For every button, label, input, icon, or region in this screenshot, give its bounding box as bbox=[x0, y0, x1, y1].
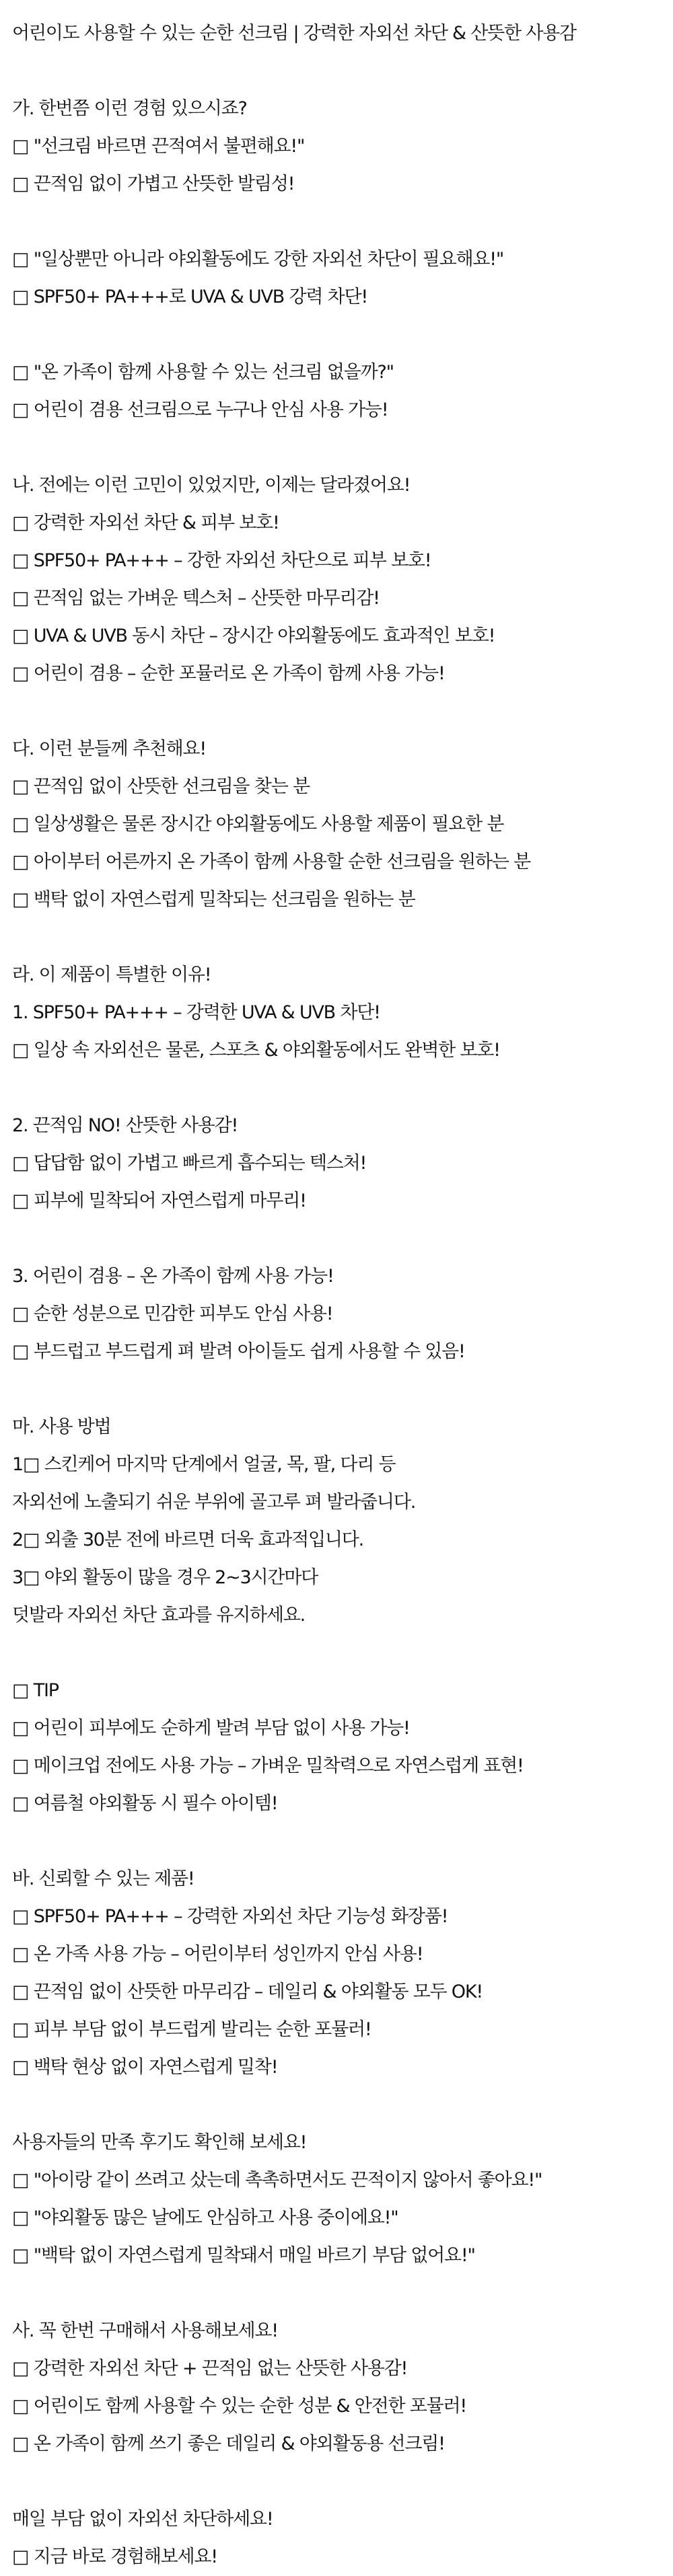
blank-line bbox=[12, 429, 661, 467]
text-line: □ 일상 속 자외선은 물론, 스포츠 & 야외활동에서도 완벽한 보호! bbox=[12, 1040, 500, 1061]
text-line: □ 어린이도 함께 사용할 수 있는 순한 성분 & 안전한 포뮬러! bbox=[12, 2396, 467, 2417]
text-line: □ 순한 성분으로 민감한 피부도 안심 사용! bbox=[12, 1303, 333, 1324]
text-line: □ TIP bbox=[12, 1680, 59, 1701]
content-section bbox=[12, 730, 661, 919]
section-heading: 가. 한번쯤 이런 경험 있으시죠? bbox=[12, 98, 247, 119]
section-heading: 바. 신뢰할 수 있는 제품! bbox=[12, 1868, 194, 1889]
text-line: 3□ 야외 활동이 많을 경우 2~3시간마다 bbox=[12, 1567, 318, 1588]
text-line: □ SPF50+ PA+++ – 강력한 자외선 차단 기능성 화장품! bbox=[12, 1906, 448, 1927]
text-line: 2. 끈적임 NO! 산뜻한 사용감! bbox=[12, 1115, 238, 1136]
document-title: 어린이도 사용할 수 있는 순한 선크림 | 강력한 자외선 차단 & 산뜻한 사용감 bbox=[12, 23, 576, 44]
text-line: □ UVA & UVB 동시 차단 – 장시간 야외활동에도 효과적인 보호! bbox=[12, 626, 495, 646]
blank-line bbox=[12, 52, 661, 90]
content-section bbox=[12, 956, 661, 1371]
content-section bbox=[12, 2124, 661, 2275]
text-line: □ "아이랑 같이 쓰려고 샀는데 촉촉하면서도 끈적이지 않아서 좋아요!" bbox=[12, 2170, 542, 2191]
text-line: □ "선크림 바르면 끈적여서 불편해요!" bbox=[12, 136, 305, 157]
content-section bbox=[12, 467, 661, 693]
content-section bbox=[12, 90, 661, 429]
blank-line bbox=[12, 1069, 661, 1107]
text-line: □ 여름철 야외활동 시 필수 아이템! bbox=[12, 1793, 278, 1814]
text-line: □ 끈적임 없이 가볍고 산뜻한 발림성! bbox=[12, 174, 295, 194]
blank-line bbox=[12, 2463, 661, 2501]
section-heading: 매일 부담 없이 자외선 차단하세요! bbox=[12, 2509, 273, 2530]
text-line: □ 백탁 현상 없이 자연스럽게 밀착! bbox=[12, 2057, 278, 2078]
text-line: □ 어린이 겸용 선크림으로 누구나 안심 사용 가능! bbox=[12, 400, 388, 420]
blank-line bbox=[12, 1371, 661, 1408]
text-line: □ 아이부터 어른까지 온 가족이 함께 사용할 순한 선크림을 원하는 분 bbox=[12, 851, 530, 872]
text-line: □ 강력한 자외선 차단 + 끈적임 없는 산뜻한 사용감! bbox=[12, 2358, 408, 2379]
text-line: □ 어린이 겸용 – 순한 포뮬러로 온 가족이 함께 사용 가능! bbox=[12, 663, 445, 684]
text-line: □ 지금 바로 경험해보세요! bbox=[12, 2546, 217, 2567]
text-line: □ 강력한 자외선 차단 & 피부 보호! bbox=[12, 513, 279, 533]
text-line: □ SPF50+ PA+++로 UVA & UVB 강력 차단! bbox=[12, 287, 368, 307]
section-heading: 다. 이런 분들께 추천해요! bbox=[12, 738, 206, 759]
section-heading: 나. 전에는 이런 고민이 있었지만, 이제는 달라졌어요! bbox=[12, 475, 411, 496]
text-line: □ 일상생활은 물론 장시간 야외활동에도 사용할 제품이 필요한 분 bbox=[12, 814, 504, 835]
content-section bbox=[12, 1860, 661, 2086]
text-line: 자외선에 노출되기 쉬운 부위에 골고루 펴 발라줍니다. bbox=[12, 1492, 416, 1513]
section-heading: 라. 이 제품이 특별한 이유! bbox=[12, 964, 211, 985]
text-line: □ 끈적임 없이 산뜻한 마무리감 – 데일리 & 야외활동 모두 OK! bbox=[12, 1981, 483, 2002]
text-line: 3. 어린이 겸용 – 온 가족이 함께 사용 가능! bbox=[12, 1266, 334, 1287]
section-heading: 마. 사용 방법 bbox=[12, 1416, 111, 1437]
text-line: □ 부드럽고 부드럽게 펴 발려 아이들도 쉽게 사용할 수 있음! bbox=[12, 1341, 465, 1362]
blank-line bbox=[12, 2275, 661, 2312]
text-line: □ 답답함 없이 가볍고 빠르게 흡수되는 텍스처! bbox=[12, 1153, 367, 1174]
text-line: □ "야외활동 많은 날에도 안심하고 사용 중이에요!" bbox=[12, 2207, 398, 2228]
text-line: □ 온 가족 사용 가능 – 어린이부터 성인까지 안심 사용! bbox=[12, 1944, 423, 1965]
text-line: □ 피부에 밀착되어 자연스럽게 마무리! bbox=[12, 1190, 306, 1211]
blank-line bbox=[12, 2086, 661, 2124]
text-line: □ SPF50+ PA+++ – 강한 자외선 차단으로 피부 보호! bbox=[12, 550, 431, 571]
blank-line bbox=[12, 693, 661, 730]
text-line: □ "온 가족이 함께 사용할 수 있는 선크림 없을까?" bbox=[12, 362, 394, 383]
content-section bbox=[12, 2501, 661, 2576]
text-line: □ 메이크업 전에도 사용 가능 – 가벼운 밀착력으로 자연스럽게 표현! bbox=[12, 1755, 524, 1776]
document-body bbox=[12, 90, 661, 2576]
text-line: 1□ 스킨케어 마지막 단계에서 얼굴, 목, 팔, 다리 등 bbox=[12, 1454, 396, 1475]
section-heading: 사용자들의 만족 후기도 확인해 보세요! bbox=[12, 2132, 307, 2153]
text-line: □ 끈적임 없는 가벼운 텍스처 – 산뜻한 마무리감! bbox=[12, 588, 380, 609]
content-section bbox=[12, 2312, 661, 2463]
text-line: □ 어린이 피부에도 순하게 발려 부담 없이 사용 가능! bbox=[12, 1718, 410, 1739]
text-line: 덧발라 자외선 차단 효과를 유지하세요. bbox=[12, 1605, 306, 1626]
text-line: □ 끈적임 없이 산뜻한 선크림을 찾는 분 bbox=[12, 776, 310, 797]
text-line: □ "백탁 없이 자연스럽게 밀착돼서 매일 바르기 부담 없어요!" bbox=[12, 2245, 475, 2266]
text-line: 2□ 외출 30분 전에 바르면 더욱 효과적입니다. bbox=[12, 1529, 364, 1550]
text-line: □ 온 가족이 함께 쓰기 좋은 데일리 & 야외활동용 선크림! bbox=[12, 2433, 445, 2454]
blank-line bbox=[12, 203, 661, 241]
text-line: □ "일상뿐만 아니라 야외활동에도 강한 자외선 차단이 필요해요!" bbox=[12, 249, 504, 270]
content-section bbox=[12, 1408, 661, 1823]
blank-line bbox=[12, 919, 661, 956]
blank-line bbox=[12, 1634, 661, 1672]
text-line: □ 백탁 없이 자연스럽게 밀착되는 선크림을 원하는 분 bbox=[12, 889, 415, 910]
section-heading: 사. 꼭 한번 구매해서 사용해보세요! bbox=[12, 2320, 278, 2341]
blank-line bbox=[12, 1220, 661, 1258]
text-line: 1. SPF50+ PA+++ – 강력한 UVA & UVB 차단! bbox=[12, 1002, 380, 1023]
blank-line bbox=[12, 1823, 661, 1860]
blank-line bbox=[12, 316, 661, 354]
text-line: □ 피부 부담 없이 부드럽게 발리는 순한 포뮬러! bbox=[12, 2019, 371, 2040]
